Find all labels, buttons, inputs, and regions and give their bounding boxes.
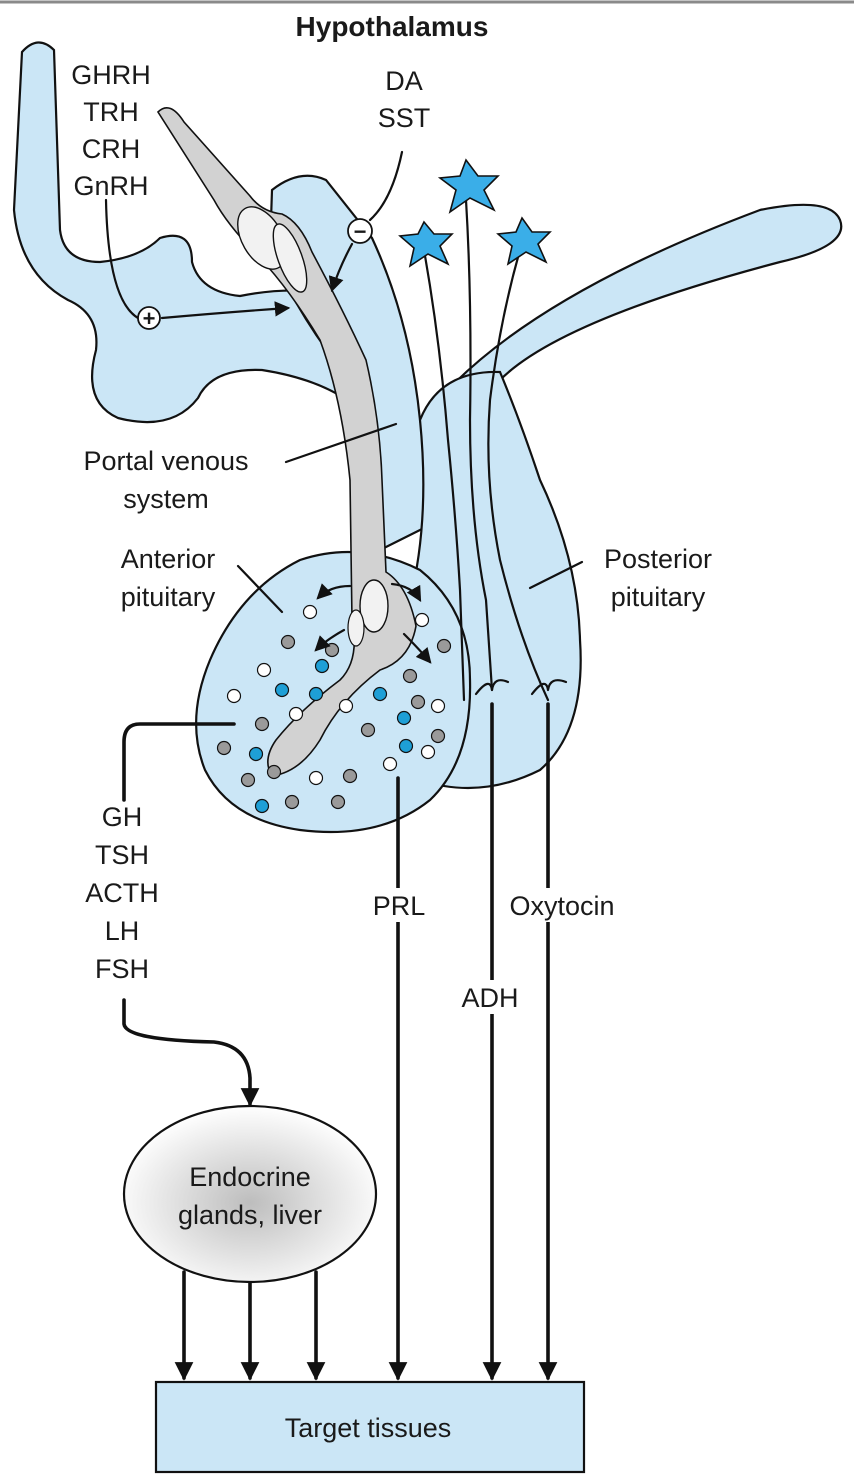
cell-white — [416, 614, 429, 627]
anterior-hormones-list — [85, 802, 159, 984]
endocrine-label-line1: Endocrine — [189, 1162, 311, 1192]
cell-white — [258, 664, 271, 677]
cell-blue — [316, 660, 329, 673]
anterior-hormone: ACTH — [85, 878, 159, 908]
releasing-hormone: GHRH — [71, 60, 151, 90]
cell-blue — [400, 740, 413, 753]
portal-label-line1: Portal venous — [83, 446, 249, 476]
cell-white — [340, 700, 353, 713]
stimulate-symbol: + — [142, 306, 156, 331]
cell-gray — [242, 774, 255, 787]
posterior-label-line2: pituitary — [610, 582, 706, 612]
releasing-hormone: GnRH — [73, 171, 149, 201]
cell-blue — [398, 712, 411, 725]
portal-loop — [348, 610, 364, 646]
anterior-label-line2: pituitary — [120, 582, 216, 612]
oxytocin-label: Oxytocin — [509, 891, 615, 921]
releasing-hormone: CRH — [81, 134, 141, 164]
cell-gray — [286, 796, 299, 809]
anterior-label-line1: Anterior — [120, 544, 216, 574]
cell-gray — [404, 670, 417, 683]
releasing-hormone: TRH — [83, 97, 139, 127]
target-tissues-label: Target tissues — [284, 1413, 452, 1443]
endocrine-label-line2: glands, liver — [177, 1200, 323, 1230]
cell-gray — [256, 718, 269, 731]
cell-white — [228, 690, 241, 703]
cell-blue — [250, 748, 263, 761]
prl-label: PRL — [372, 891, 426, 921]
inhibiting-hormone: SST — [377, 103, 431, 133]
cell-gray — [412, 696, 425, 709]
diagram-title: Hypothalamus — [295, 11, 489, 42]
cell-white — [384, 758, 397, 771]
cell-gray — [332, 796, 345, 809]
anterior-hormone: TSH — [95, 840, 149, 870]
cell-gray — [362, 724, 375, 737]
anterior-to-glands-arrow — [124, 1000, 250, 1104]
inhibiting-hormone: DA — [385, 66, 423, 96]
portal-label-line2: system — [123, 484, 209, 514]
cell-blue — [310, 688, 323, 701]
inhibiting-pathway — [370, 152, 402, 220]
cell-white — [304, 606, 317, 619]
cell-gray — [218, 742, 231, 755]
neuron-body — [498, 218, 550, 264]
cell-white — [422, 746, 435, 759]
anterior-hormone: FSH — [95, 954, 149, 984]
anterior-hormone: GH — [101, 802, 143, 832]
inhibit-symbol: − — [353, 219, 367, 244]
posterior-label-line1: Posterior — [603, 544, 713, 574]
cell-gray — [282, 636, 295, 649]
cell-gray — [344, 770, 357, 783]
cell-gray — [268, 766, 281, 779]
releasing-hormones-list — [71, 60, 151, 201]
cell-gray — [432, 730, 445, 743]
cell-gray — [438, 640, 451, 653]
cell-blue — [276, 684, 289, 697]
cell-gray — [326, 644, 339, 657]
cell-blue — [374, 688, 387, 701]
anterior-hormone: LH — [104, 916, 140, 946]
adh-label: ADH — [461, 983, 519, 1013]
cell-blue — [256, 800, 269, 813]
inhibiting-hormones-list — [378, 66, 431, 133]
cell-white — [290, 708, 303, 721]
endocrine-glands-node — [124, 1106, 376, 1282]
neuron-body — [440, 160, 498, 212]
cell-white — [432, 700, 445, 713]
cell-white — [310, 772, 323, 785]
